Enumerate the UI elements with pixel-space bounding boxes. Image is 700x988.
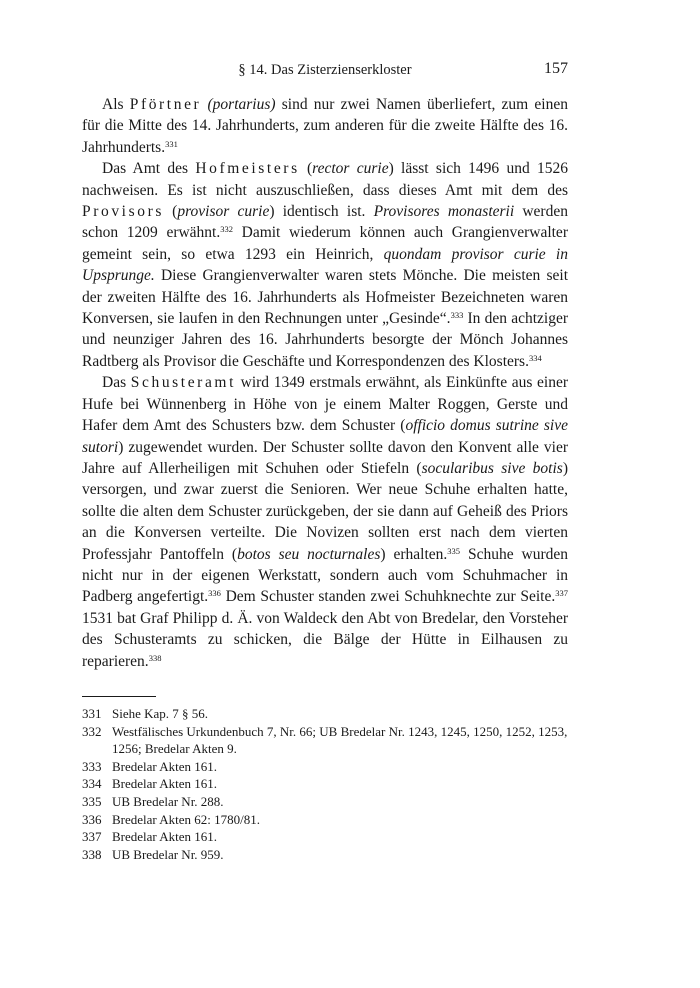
- footnote-ref[interactable]: 338: [148, 652, 162, 663]
- page-number: 157: [544, 60, 568, 77]
- footnote-text: Bredelar Akten 161.: [112, 758, 218, 774]
- text-run: Dem Schuster standen zwei Schuhknechte zur Seite.: [220, 588, 556, 606]
- text-run: sind nur zwei Namen überliefert, zum einen für die Mitte des 14. Jahrhunderts, zum anderen für die zweite Hälfte des 16. Jahrhunderts.: [82, 96, 568, 156]
- footnote-ref[interactable]: 333: [450, 310, 464, 321]
- footnote: [82, 811, 568, 829]
- footnote-number: 338: [82, 846, 102, 862]
- footnote: [82, 723, 568, 758]
- text-run: ) identisch ist.: [269, 203, 374, 221]
- latin-term: (portarius): [207, 96, 276, 113]
- latin-term: rector curie: [312, 160, 389, 178]
- text-run: (: [163, 203, 178, 221]
- text-run: Das: [102, 374, 131, 392]
- running-title: § 14. Das Zisterzienserkloster: [238, 62, 412, 78]
- main-text: [82, 94, 568, 672]
- footnote-text: Bredelar Akten 161.: [112, 829, 218, 845]
- footnote-text: Siehe Kap. 7 § 56.: [112, 706, 209, 721]
- footnote: [82, 828, 568, 846]
- text-run: wird 1349 erstmals erwähnt, als Einkünfte aus einer Hufe bei Wünnenberg in Höhe von je einem Malter Roggen, Gerste und Hafer dem Amt des Schusters bzw. dem Schuster (: [82, 374, 569, 435]
- latin-term: botos seu nocturnales: [237, 545, 381, 563]
- footnote-text: Bredelar Akten 62: 1780/81.: [112, 811, 261, 827]
- paragraph-pfoertner: [82, 94, 568, 158]
- footnote-ref[interactable]: 337: [555, 588, 568, 599]
- footnote-number: 336: [82, 811, 102, 827]
- footnote-number: 337: [82, 829, 102, 845]
- text-run: werden schon 1209 erwähnt.: [82, 203, 568, 242]
- text-run: Das Amt des: [102, 160, 196, 178]
- text-run: ) versorgen, und zwar zuerst die Senioren. Wer neue Schuhe erhalten hatte, sollte die alten dem Schuster zurückgeben, der sie dann auf Geheiß des Priors an die Konversen verteilte. Die Novizen sollten erst nach dem vierten Professjahr Pantoffeln (: [82, 459, 568, 563]
- footnote-text: Westfälisches Urkundenbuch 7, Nr. 66; UB Bredelar Nr. 1243, 1245, 1250, 1252, 1253, 1256; Bredelar Akten 9.: [112, 723, 568, 757]
- footnote: [82, 793, 568, 811]
- text-run: Als: [102, 96, 130, 113]
- latin-term: officio domus sutrine sive sutori: [82, 417, 568, 456]
- text-run: (: [299, 160, 313, 178]
- footnote-ref[interactable]: 334: [528, 352, 542, 363]
- page-header: [82, 60, 568, 84]
- term-spaced: Pförtner: [129, 96, 202, 113]
- footnote-number: 331: [82, 706, 102, 721]
- footnote: [82, 846, 568, 864]
- footnote-text: UB Bredelar Nr. 959.: [112, 846, 224, 862]
- footnote-ref[interactable]: 331: [165, 138, 178, 149]
- footnote-separator: [82, 696, 156, 697]
- footnote-number: 335: [82, 793, 102, 809]
- term-spaced: Schusteramt: [130, 374, 236, 392]
- term-spaced: Provisors: [82, 203, 164, 221]
- text-run: ) lässt sich 1496 und 1526 nachweisen. Es ist nicht auszuschließen, dass dieses Amt mit dem des: [82, 160, 568, 199]
- footnote-ref[interactable]: 335: [447, 545, 461, 556]
- text-run: 1531 bat Graf Philipp d. Ä. von Waldeck den Abt von Bredelar, den Vorsteher des Schusteramts zu schicken, die Bälge der Hütte in Eilhausen zu reparieren.: [82, 609, 568, 670]
- text-run: ) zugewendet wurden. Der Schuster sollte davon den Konvent alle vier Jahre auf Allerheiligen mit Schuhen oder Stiefeln (: [82, 438, 568, 477]
- footnote-ref[interactable]: 336: [208, 588, 221, 599]
- footnote-text: Bredelar Akten 161.: [112, 776, 218, 792]
- text-run: In den achtziger und neunziger Jahren des 16. Jahrhunderts besorgte der Mönch Johannes Radtberg als Provisor die Geschäfte und Korrespondenzen des Klosters.: [82, 310, 568, 370]
- paragraph-schusteramt: [82, 372, 568, 672]
- latin-term: quondam provisor curie in Upsprunge.: [82, 245, 568, 285]
- footnote-number: 333: [82, 758, 102, 774]
- footnote: [82, 775, 568, 793]
- footnotes: [82, 705, 568, 863]
- text-run: Schuhe wurden nicht nur in der eigenen Werkstatt, sondern auch vom Schuhmacher in Padberg angefertigt.: [82, 545, 569, 606]
- text-run: ) erhalten.: [380, 545, 448, 563]
- latin-term: Provisores monasterii: [373, 203, 515, 221]
- text-run: Damit wiederum können auch Grangienverwalter gemeint sein, so etwa 1293 ein Heinrich,: [82, 224, 568, 263]
- footnote-ref[interactable]: 332: [220, 224, 233, 235]
- footnote-number: 332: [82, 723, 102, 739]
- latin-term: provisor curie: [177, 203, 270, 221]
- footnote: [82, 705, 568, 723]
- paragraph-hofmeister: [82, 158, 568, 372]
- footnote-text: UB Bredelar Nr. 288.: [112, 793, 224, 809]
- latin-term: socularibus sive botis: [421, 459, 563, 477]
- footnote: [82, 758, 568, 776]
- term-spaced: Hofmeisters: [195, 160, 300, 178]
- footnote-number: 334: [82, 776, 102, 792]
- text-run: Diese Grangienverwalter waren stets Mönche. Die meisten seit der zweiten Hälfte des 16. Jahrhunderts als Hofmeister Bezeichneten waren Konversen, sie laufen in den Rechnungen unter „Gesinde“.: [82, 267, 568, 328]
